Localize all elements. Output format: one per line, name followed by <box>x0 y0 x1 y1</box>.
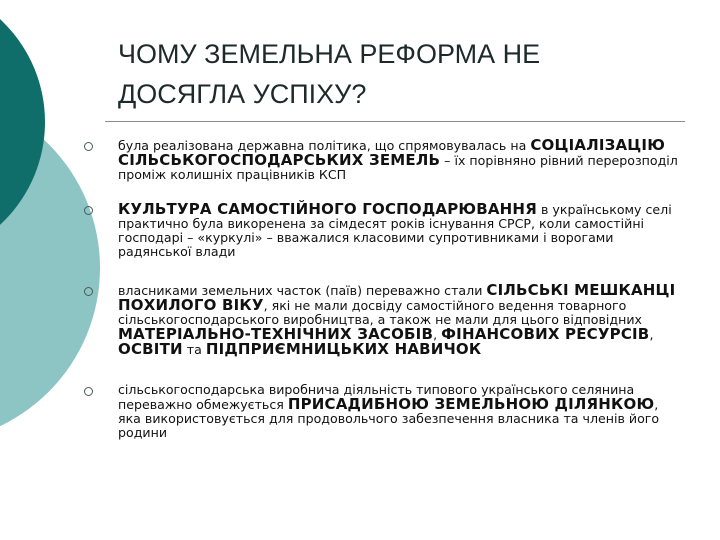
slide-title <box>118 34 678 114</box>
bullet-circle-icon <box>84 287 93 296</box>
bullet-text: власниками земельних часток (паїв) переважно стали <box>118 283 487 298</box>
bullet-item <box>84 383 684 440</box>
bullet-emphasis: КУЛЬТУРА САМОСТІЙНОГО ГОСПОДАРЮВАННЯ <box>118 200 537 218</box>
bullet-text: , які не мали досвіду самостійного ведення товарного сільськогосподарського виробництва, а також не мали для цього відповідних <box>118 298 642 327</box>
bullet-emphasis: СОЦІАЛІЗАЦІЮ СІЛЬСЬКОГОСПОДАРСЬКИХ ЗЕМЕЛЬ <box>118 136 666 169</box>
bullet-text: , яка використовується для продовольчого забезпечення власника та членів його родини <box>118 397 660 440</box>
bullet-list <box>84 138 684 458</box>
bullet-emphasis: ПІДПРИЄМНИЦЬКИХ НАВИЧОК <box>205 340 482 358</box>
bullet-emphasis: ОСВІТИ <box>118 340 183 358</box>
title-line-2: ДОСЯГЛА УСПІХУ? <box>118 79 367 109</box>
title-line-1: ЧОМУ ЗЕМЕЛЬНА РЕФОРМА НЕ <box>118 39 541 69</box>
bullet-emphasis: ПРИСАДИБНОЮ ЗЕМЕЛЬНОЮ ДІЛЯНКОЮ <box>287 395 655 413</box>
bullet-emphasis: МАТЕРІАЛЬНО-ТЕХНІЧНИХ ЗАСОБІВ <box>118 325 434 343</box>
bullet-item <box>84 138 684 182</box>
title-divider <box>105 121 685 122</box>
bullet-circle-icon <box>84 142 93 151</box>
bullet-text: сільськогосподарська виробнича діяльність типового українського селянина переважно обмежується <box>118 382 635 412</box>
bullet-text: була реалізована державна політика, що спрямовувалась на <box>118 138 527 153</box>
bullet-circle-icon <box>84 387 93 396</box>
bullet-emphasis: ФІНАНСОВИХ РЕСУРСІВ <box>441 325 650 343</box>
bullet-circle-icon <box>84 206 93 215</box>
bullet-text: та <box>182 342 206 357</box>
bullet-text: – їх порівняно рівний перерозподіл проміж колишніх працівників КСП <box>118 153 678 182</box>
bullet-text: в українському селі практично була викоренена за сімдесят років існування СРСР, коли самостійні господарі – «куркулі» – вважалися класовими супротивниками і ворогами радянської влади <box>118 202 672 259</box>
bullet-item <box>84 283 684 357</box>
bullet-emphasis: СІЛЬСЬКІ МЕШКАНЦІ ПОХИЛОГО ВІКУ <box>118 281 676 314</box>
bullet-item <box>84 202 684 259</box>
bullet-text: , <box>433 327 442 342</box>
bullet-text: , <box>649 327 654 342</box>
